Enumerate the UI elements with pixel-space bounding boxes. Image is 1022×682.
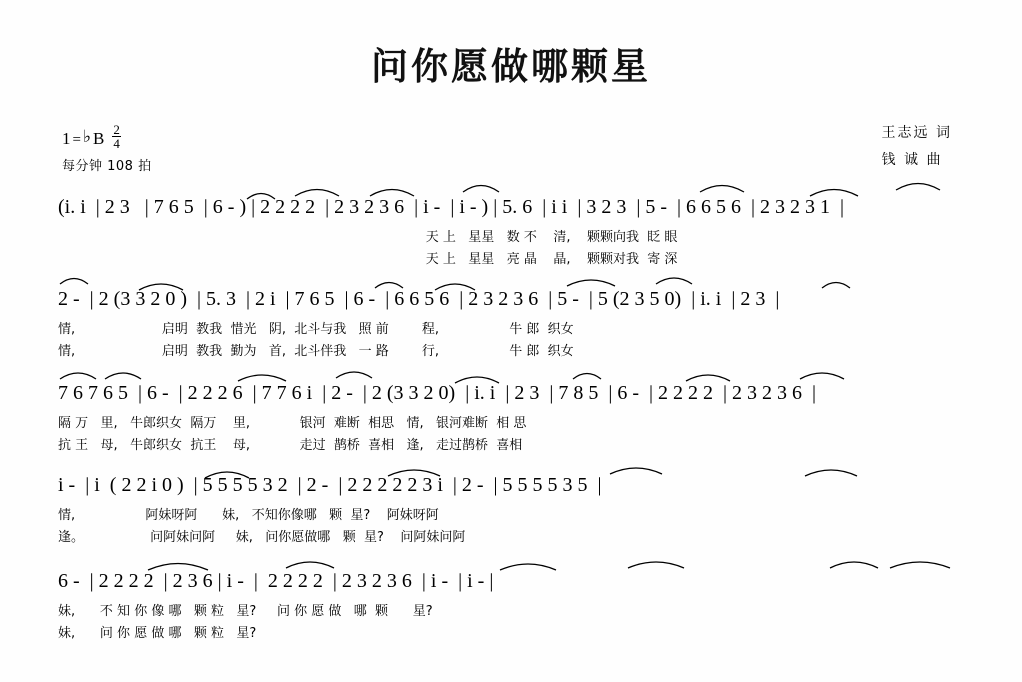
lyric-line-verse-1: 天 上 星星 数 不 清, 颗颗向我 眨 眼 xyxy=(58,230,678,245)
key-equals: = xyxy=(72,132,81,148)
tempo-marking: 每分钟 108 拍 xyxy=(62,159,152,174)
lyric-line-verse-2: 妹, 问 你 愿 做 哪 颗 粒 星? xyxy=(58,626,257,641)
key-signature xyxy=(62,122,152,149)
lyric-line-verse-1: 妹, 不 知 你 像 哪 颗 粒 星? 问 你 愿 做 哪 颗 星? xyxy=(58,604,433,619)
key-prefix: 1 xyxy=(62,129,71,148)
music-system-1 xyxy=(58,196,968,268)
lyric-line-verse-2: 情, 启明 教我 勤为 首, 北斗伴我 一 路 行, 牛 郎 织女 xyxy=(58,344,574,359)
notation-line: 2 - | 2 (3 3 2 0 ) | 5. 3 | 2 i | 7 6 5 | 6 - | 6 6 5 6 | 2 3 2 3 6 | 5 - | 5 (2 3 5 0) | i. i | 2 3 | xyxy=(58,288,780,310)
lyric-line-verse-1: 情, 阿妹呀阿 妹, 不知你像哪 颗 星? 阿妹呀阿 xyxy=(58,508,439,523)
lyric-line-verse-1: 隔 万 里, 牛郎织女 隔万 里, 银河 难断 相思 情, 银河难断 相 思 xyxy=(58,416,527,431)
music-system-3 xyxy=(58,382,968,454)
notation-line: i - | i ( 2 2 i 0 ) | 5 5 5 5 3 2 | 2 - | 2 2 2 2 2 3 i | 2 - | 5 5 5 5 3 5 | xyxy=(58,474,602,496)
key-letter: B xyxy=(93,129,105,148)
lyric-line-verse-2: 逢。 问阿妹问阿 妹, 问你愿做哪 颗 星? 问阿妹问阿 xyxy=(58,530,466,545)
lyric-line-verse-2: 抗 王 母, 牛郎织女 抗王 母, 走过 鹊桥 喜相 逢, 走过鹊桥 喜相 xyxy=(58,438,523,453)
time-signature-numerator: 2 xyxy=(113,122,120,137)
composer-credit: 钱 诚 曲 xyxy=(881,151,943,168)
time-signature xyxy=(112,123,121,150)
time-signature-denominator: 4 xyxy=(113,136,120,151)
notation-line: 6 - | 2 2 2 2 | 2 3 6 | i - | 2 2 2 2 | 2 3 2 3 6 | i - | i - | xyxy=(58,570,494,592)
music-system-5 xyxy=(58,570,968,642)
lyricist-credit: 王志远 词 xyxy=(881,125,952,141)
notation-line: 7 6 7 6 5 | 6 - | 2 2 2 6 | 7 7 6 i | 2 - | 2 (3 3 2 0) | i. i | 2 3 | 7 8 5 | 6 - | 2 2 2 2 | 2 3 2 3 6 | xyxy=(58,382,817,404)
lyric-line-verse-2: 天 上 星星 亮 晶 晶, 颗颗对我 寄 深 xyxy=(58,252,678,267)
music-system-4 xyxy=(58,474,968,546)
notation-line: (i. i | 2 3 | 7 6 5 | 6 - ) | 2 2 2 2 | 2 3 2 3 6 | i - | i - ) | 5. 6 | i i | 3 2 3 | 5 - | 6 6 5 6 | 2 3 2 3 1 | xyxy=(58,196,845,218)
page-title: 问你愿做哪颗星 xyxy=(371,45,651,88)
lyric-line-verse-1: 情, 启明 教我 惜光 阴, 北斗与我 照 前 程, 牛 郎 织女 xyxy=(58,322,574,337)
credits-block xyxy=(882,120,952,173)
music-system-2 xyxy=(58,288,968,360)
flat-icon: ♭ xyxy=(82,127,91,146)
key-signature-block xyxy=(62,122,152,174)
